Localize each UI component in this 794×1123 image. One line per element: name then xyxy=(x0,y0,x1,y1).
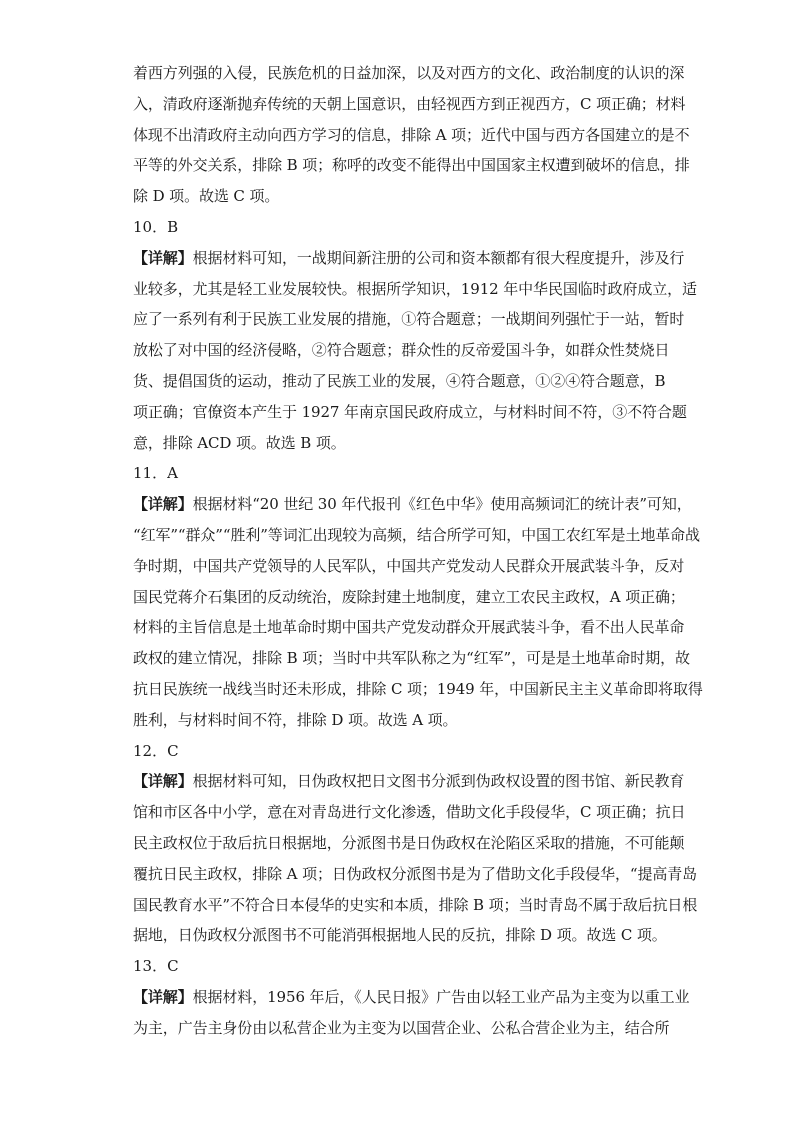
text-segment: 根据材料可知，一战期间新注册的公司和资本额都有很大程度提升，涉及行 xyxy=(192,248,685,267)
detail-tag: 【详解】 xyxy=(133,248,193,267)
answer-label: 12．C xyxy=(133,741,179,760)
text-line xyxy=(133,243,685,274)
text-line: 馆和市区各中小学，意在对青岛进行文化渗透，借助文化手段侵华，C 项正确；抗日 xyxy=(133,803,686,822)
text-line: 国民党蒋介石集团的反动统治，废除封建土地制度，建立工农民主政权，A 项正确； xyxy=(133,587,685,606)
detail-tag: 【详解】 xyxy=(133,495,193,514)
text-line: 除 D 项。故选 C 项。 xyxy=(133,187,280,206)
answer-item-13 xyxy=(133,951,690,1043)
text-line: 覆抗日民主政权，排除 A 项；日伪政权分派图书是为了借助文化手段侵华，“提高青岛 xyxy=(133,864,698,883)
answer-item-10 xyxy=(133,212,697,458)
text-line: 应了一系列有利于民族工业发展的措施，①符合题意；一战期间列强忙于一站，暂时 xyxy=(133,310,685,329)
text-line: 项正确；官僚资本产生于 1927 年南京国民政府成立，与材料时间不符，③不符合题 xyxy=(133,402,687,421)
text-line: 争时期，中国共产党领导的人民军队，中国共产党发动人民群众开展武装斗争，反对 xyxy=(133,556,685,575)
text-line: 体现不出清政府主动向西方学习的信息，排除 A 项；近代中国与西方各国建立的是不 xyxy=(133,125,690,144)
text-line: 胜利，与材料时间不符，排除 D 项。故选 A 项。 xyxy=(133,710,458,729)
text-segment: 根据材料，1956 年后，《人民日报》广告由以轻工业产品为主变为以重工业 xyxy=(192,987,690,1006)
text-line: 为主，广告主身份由以私营企业为主变为以国营企业、公私合营企业为主，结合所 xyxy=(133,1018,670,1037)
text-segment: 根据材料可知，日伪政权把日文图书分派到伪政权设置的图书馆、新民教育 xyxy=(192,772,685,791)
text-line: 入，清政府逐渐抛弃传统的天朝上国意识，由轻视西方到正视西方，C 项正确；材料 xyxy=(133,94,686,113)
text-line: 着西方列强的入侵，民族危机的日益加深，以及对西方的文化、政治制度的认识的深 xyxy=(133,64,685,82)
text-line: 放松了对中国的经济侵略，②符合题意；群众性的反帝爱国斗争，如群众性焚烧日 xyxy=(133,341,670,360)
text-line: 政权的建立情况，排除 B 项；当时中共军队称之为“红军”，可是是土地革命时期，故 xyxy=(133,649,690,668)
text-line: 材料的主旨信息是土地革命时期中国共产党发动群众开展武装斗争，看不出人民革命 xyxy=(133,618,685,637)
text-line: 平等的外交关系，排除 B 项；称呼的改变不能得出中国国家主权遭到破坏的信息，排 xyxy=(133,156,690,175)
text-line: 业较多，尤其是轻工业发展较快。根据所学知识，1912 年中华民国临时政府成立，适 xyxy=(133,279,697,298)
answer-item-12 xyxy=(133,736,698,952)
text-line: 据地，日伪政权分派图书不可能消弭根据地人民的反抗，排除 D 项。故选 C 项。 xyxy=(133,926,667,945)
answer-item-11 xyxy=(133,458,703,735)
text-line: 抗日民族统一战线当时还未形成，排除 C 项；1949 年，中国新民主主义革命即将取得 xyxy=(133,679,703,698)
text-line: 国民教育水平”不符合日本侵华的史实和本质，排除 B 项；当时青岛不属于敌后抗日根 xyxy=(133,895,698,914)
answer-label: 11．A xyxy=(133,464,178,483)
text-line: 货、提倡国货的运动，推动了民族工业的发展，④符合题意，①②④符合题意，B xyxy=(133,371,666,390)
text-line xyxy=(133,766,685,797)
detail-tag: 【详解】 xyxy=(133,772,193,791)
text-line: “红军”“群众”“胜利”等词汇出现较为高频，结合所学可知，中国工农红军是土地革命战 xyxy=(133,525,700,544)
text-line: 民主政权位于敌后抗日根据地，分派图书是日伪政权在沦陷区采取的措施，不可能颠 xyxy=(133,833,685,852)
answer-label: 10．B xyxy=(133,217,179,236)
text-line xyxy=(133,982,690,1013)
answer-label: 13．C xyxy=(133,957,179,976)
text-line: 意，排除 ACD 项。故选 B 项。 xyxy=(133,433,346,452)
answer-explanations xyxy=(133,58,703,1044)
detail-tag: 【详解】 xyxy=(133,987,193,1006)
q9-explanation-tail xyxy=(133,58,690,212)
text-line xyxy=(133,489,692,520)
text-segment: 根据材料“20 世纪 30 年代报刊《红色中华》使用高频词汇的统计表”可知， xyxy=(192,495,692,514)
